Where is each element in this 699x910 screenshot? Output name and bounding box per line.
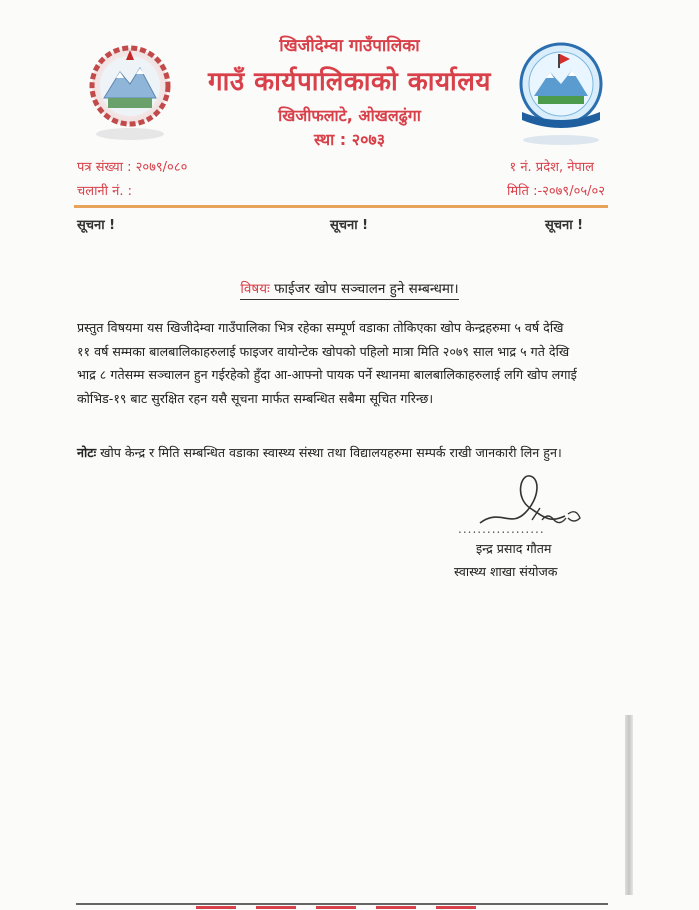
dispatch-number: चलानी नं. :: [77, 184, 133, 199]
notice-label-right: सूचना !: [545, 218, 584, 233]
footer-divider: [76, 903, 608, 905]
signatory-name: इन्द्र प्रसाद गौतम: [476, 541, 552, 556]
notice-label-center: सूचना !: [330, 218, 369, 233]
province-label: १ नं. प्रदेश, नेपाल: [509, 160, 594, 175]
subject-line: [0, 279, 699, 297]
note-text: खोप केन्द्र र मिति सम्बन्धित वडाका स्वास्थ्य संस्था तथा विद्यालयहरुमा सम्पर्क राखी जानकारी लिन हुन।: [96, 445, 562, 460]
subject-label: विषयः: [240, 281, 270, 297]
body-line: प्रस्तुत विषयमा यस खिजीदेम्वा गाउँपालिका भित्र रहेका सम्पूर्ण वडाका तोकिएका खोप केन्द्रहरुमा ५ वर्ष देखि: [77, 320, 564, 335]
body-line: ११ वर्ष सम्मका बालबालिकाहरुलाई फाइजर वायोन्टेक खोपको पहिलो मात्रा मिति २०७९ साल भाद्र ५ गते देखि: [77, 343, 570, 359]
body-paragraph: [77, 316, 607, 410]
body-line: कोभिड-१९ बाट सुरक्षित रहन यसै सूचना मार्फत सम्बन्धित सबैमा सूचित गरिन्छ।: [77, 390, 434, 406]
scan-edge-shadow: [625, 715, 633, 895]
office-address: खिजीफलाटे, ओखलढुंगा: [278, 106, 421, 125]
established-year: स्था : २०७३: [313, 130, 386, 149]
subject-text: फाईजर खोप सञ्चालन हुने सम्बन्धमा।: [274, 281, 459, 297]
municipality-name: खिजीदेम्वा गाउँपालिका: [279, 36, 420, 56]
signatory-title: स्वास्थ्य शाखा संयोजक: [454, 564, 558, 579]
note-line: [77, 444, 617, 461]
notice-label-left: सूचना !: [77, 218, 116, 233]
letter-date: मिति :-२०७९/०५/०२: [507, 184, 605, 199]
header-divider: [74, 205, 608, 208]
footer-accent-line: [196, 906, 496, 909]
note-label: नोटः: [77, 445, 97, 460]
body-line: भाद्र ८ गतेसम्म सञ्चालन हुन गईरहेको हुँदा आ-आफ्नो पायक पर्ने स्थानमा बालबालिकाहरुलाई लगि खोप लगाई: [77, 367, 577, 382]
office-title: गाउँ कार्यपालिकाको कार्यालय: [208, 67, 491, 97]
signature-line: ..................: [458, 522, 545, 536]
letter-number: पत्र संख्या : २०७९/०८०: [77, 160, 188, 175]
